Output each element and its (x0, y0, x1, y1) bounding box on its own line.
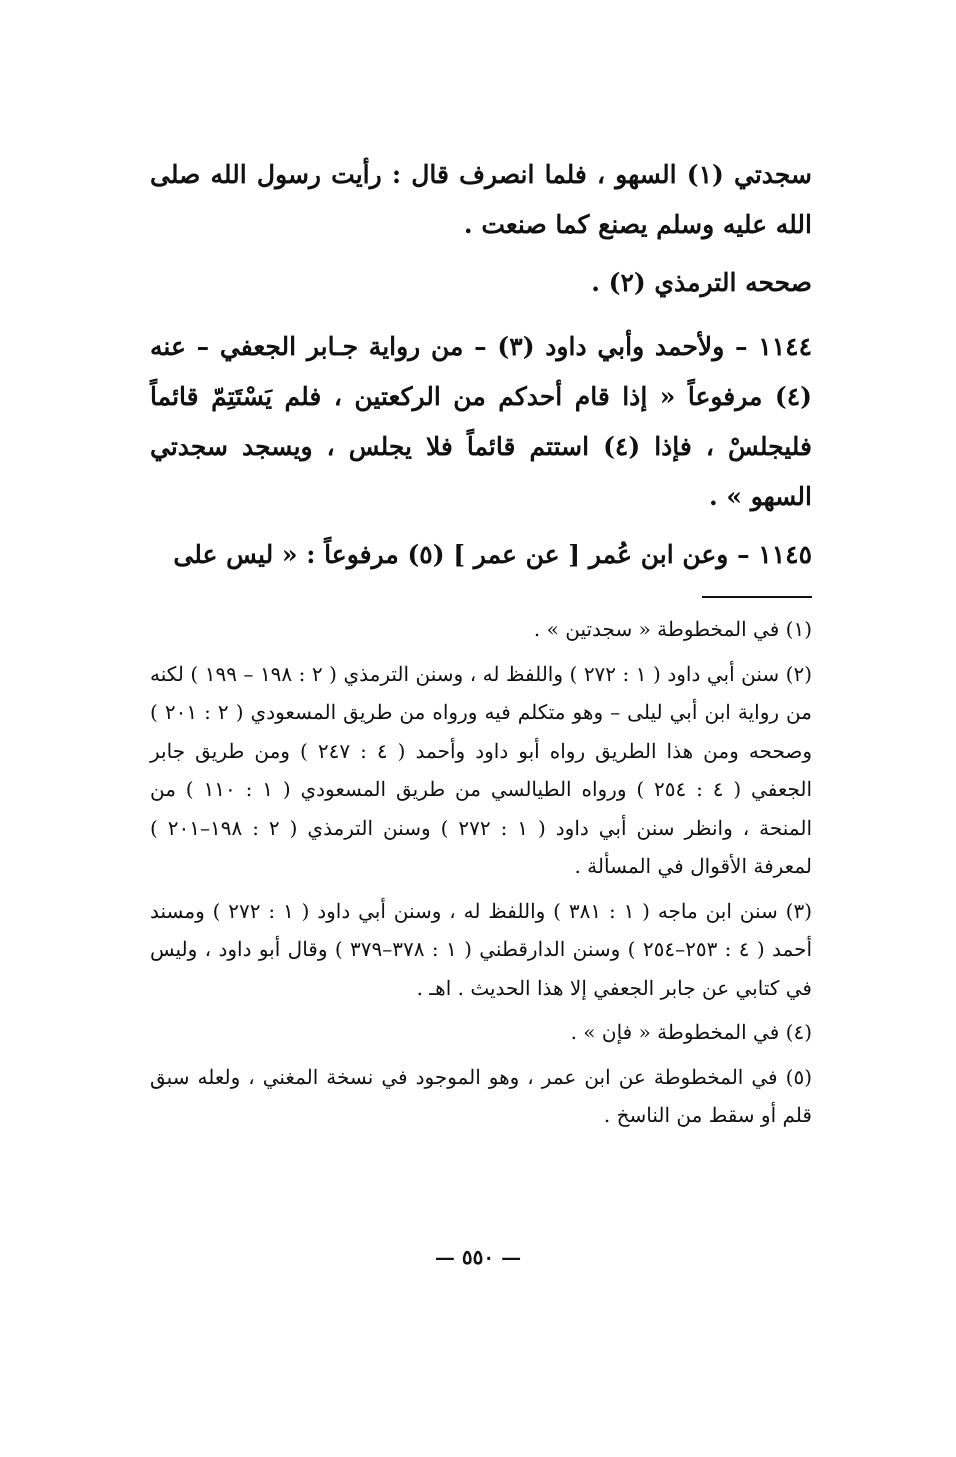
main-paragraph-3: ١١٤٤ – ولأحمد وأبي داود (٣) – من رواية جـابر الجعفي – عنه (٤) مرفوعاً « إذا قام أحدكم من الركعتين ، فلم يَسْتَتِمّ قائماً فليجلسْ ، فإذا (٤) استتم قائماً فلا يجلس ، ويسجد سجدتي السهو » . (150, 332, 812, 511)
footnote-4: (٤) في المخطوطة « فإن » . (570, 1020, 812, 1044)
footnotes (150, 610, 812, 1135)
main-paragraph-2: صححه الترمذي (٢) . (591, 268, 812, 297)
page-number: — ٥٥٠ — (434, 1245, 522, 1269)
page-body (150, 150, 812, 1141)
main-paragraph-1: سجدتي (١) السهو ، فلما انصرف قال : رأيت رسول الله صلى الله عليه وسلم يصنع كما صنعت . (150, 160, 812, 239)
main-paragraph-4: ١١٤٥ – وعن ابن عُمر [ عن عمر ] (٥) مرفوعاً : « ليس على (173, 540, 812, 569)
footnote-1: (١) في المخطوطة « سجدتين » . (533, 617, 812, 641)
footnote-3: (٣) سنن ابن ماجه ( ١ : ٣٨١ ) واللفظ له ، وسنن أبي داود ( ١ : ٢٧٢ ) ومسند أحمد ( ٤ : ٢٥٣–٢٥٤ ) وسنن الدارقطني ( ١ : ٣٧٨–٣٧٩ ) وقال أبو داود ، وليس في كتابي عن جابر الجعفي إلا هذا الحديث . اهـ . (150, 898, 813, 1000)
footnote-separator (702, 596, 812, 598)
footnote-2: (٢) سنن أبي داود ( ١ : ٢٧٢ ) واللفظ له ، وسنن الترمذي ( ٢ : ١٩٨ – ١٩٩ ) لكنه من رواية ابن أبي ليلى – وهو متكلم فيه ورواه من طريق المسعودي ( ٢ : ٢٠١ ) وصححه ومن هذا الطريق رواه أبو داود وأحمد ( ٤ : ٢٤٧ ) ومن طريق جابر الجعفي ( ٤ : ٢٥٤ ) ورواه الطيالسي من طريق المسعودي ( ١ : ١١٠ ) من المنحة ، وانظر سنن أبي داود ( ١ : ٢٧٢ ) وسنن الترمذي ( ٢ : ١٩٨–٢٠١ ) لمعرفة الأقوال في المسألة . (150, 661, 813, 878)
footnote-5: (٥) في المخطوطة عن ابن عمر ، وهو الموجود في نسخة المغني ، ولعله سبق قلم أو سقط من الناسخ . (150, 1064, 812, 1127)
